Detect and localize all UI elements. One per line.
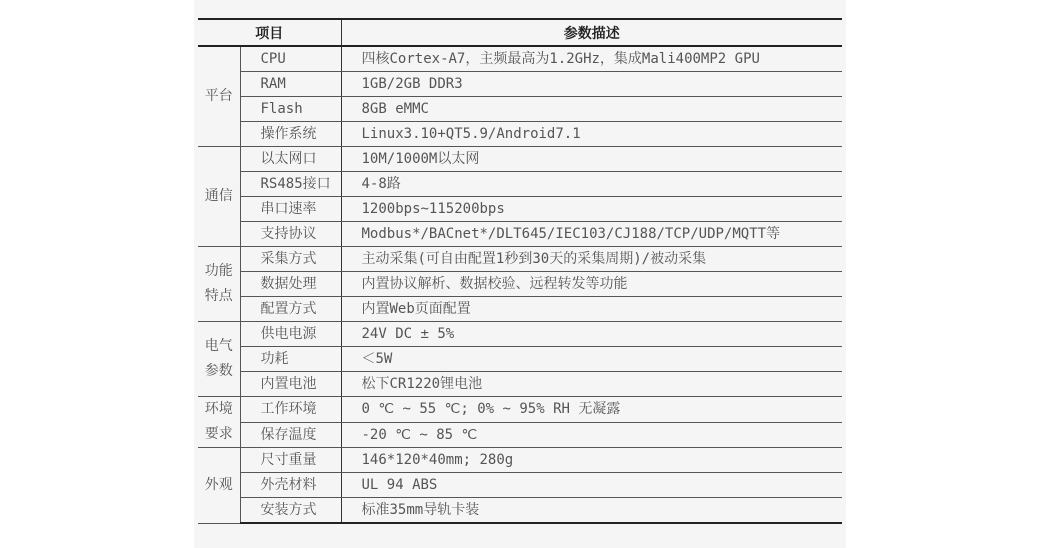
- group-communication: 通信: [198, 147, 240, 247]
- row-item: 内置电池: [240, 372, 341, 397]
- header-item: 项目: [198, 19, 341, 46]
- table-row: [198, 172, 842, 197]
- table-row: [198, 272, 842, 297]
- table-row: [198, 498, 842, 524]
- row-desc: ＜5W: [341, 347, 842, 372]
- row-item: 供电电源: [240, 322, 341, 347]
- spec-sheet: [194, 0, 846, 548]
- table-row: [198, 197, 842, 222]
- row-item: 保存温度: [240, 422, 341, 448]
- group-environment: [198, 397, 240, 448]
- table-row: [198, 72, 842, 97]
- row-desc: 四核Cortex-A7，主频最高为1.2GHz，集成Mali400MP2 GPU: [341, 46, 842, 72]
- table-row: [198, 297, 842, 322]
- group-features: [198, 247, 240, 322]
- table-row: [198, 247, 842, 272]
- group-label-line: 功能: [204, 263, 233, 279]
- table-header-row: [198, 19, 842, 46]
- table-row: [198, 448, 842, 473]
- row-desc: 1GB/2GB DDR3: [341, 72, 842, 97]
- group-electrical: [198, 322, 240, 397]
- row-desc: 146*120*40mm; 280g: [341, 448, 842, 473]
- row-item: 工作环境: [240, 397, 341, 423]
- group-appearance: 外观: [198, 448, 240, 524]
- row-item: 外壳材料: [240, 473, 341, 498]
- row-item: 数据处理: [240, 272, 341, 297]
- row-desc: -20 ℃ ~ 85 ℃: [341, 422, 842, 448]
- row-item: 采集方式: [240, 247, 341, 272]
- group-label-line: 要求: [204, 426, 233, 442]
- row-desc: 24V DC ± 5%: [341, 322, 842, 347]
- row-desc: Modbus*/BACnet*/DLT645/IEC103/CJ188/TCP/UDP/MQTT等: [341, 222, 842, 247]
- group-label-line: 环境: [204, 401, 233, 417]
- row-desc: 主动采集(可自由配置1秒到30天的采集周期)/被动采集: [341, 247, 842, 272]
- row-desc: 内置协议解析、数据校验、远程转发等功能: [341, 272, 842, 297]
- row-item: 尺寸重量: [240, 448, 341, 473]
- table-row: [198, 372, 842, 397]
- table-row: [198, 122, 842, 147]
- row-item: Flash: [240, 97, 341, 122]
- row-item: 以太网口: [240, 147, 341, 172]
- row-item: 安装方式: [240, 498, 341, 524]
- table-row: [198, 222, 842, 247]
- row-desc: 8GB eMMC: [341, 97, 842, 122]
- table-row: [198, 46, 842, 72]
- row-item: RS485接口: [240, 172, 341, 197]
- row-desc: 0 ℃ ~ 55 ℃; 0% ~ 95% RH 无凝露: [341, 397, 842, 423]
- group-label-line: 参数: [204, 363, 233, 379]
- row-item: 操作系统: [240, 122, 341, 147]
- row-desc: 4-8路: [341, 172, 842, 197]
- table-row: [198, 473, 842, 498]
- group-label-line: 电气: [204, 338, 233, 354]
- row-desc: 1200bps~115200bps: [341, 197, 842, 222]
- header-description: 参数描述: [341, 19, 842, 46]
- row-desc: UL 94 ABS: [341, 473, 842, 498]
- row-desc: 10M/1000M以太网: [341, 147, 842, 172]
- row-desc: 标准35mm导轨卡装: [341, 498, 842, 524]
- row-desc: Linux3.10+QT5.9/Android7.1: [341, 122, 842, 147]
- group-platform: 平台: [198, 46, 240, 147]
- row-item: RAM: [240, 72, 341, 97]
- table-row: [198, 322, 842, 347]
- table-row: [198, 147, 842, 172]
- table-row: [198, 97, 842, 122]
- row-desc: 内置Web页面配置: [341, 297, 842, 322]
- table-row: [198, 347, 842, 372]
- row-item: CPU: [240, 46, 341, 72]
- table-row: [198, 422, 842, 448]
- row-item: 配置方式: [240, 297, 341, 322]
- row-desc: 松下CR1220锂电池: [341, 372, 842, 397]
- table-row: [198, 397, 842, 423]
- group-label-line: 特点: [204, 288, 233, 304]
- spec-table: [198, 18, 842, 524]
- row-item: 支持协议: [240, 222, 341, 247]
- row-item: 功耗: [240, 347, 341, 372]
- row-item: 串口速率: [240, 197, 341, 222]
